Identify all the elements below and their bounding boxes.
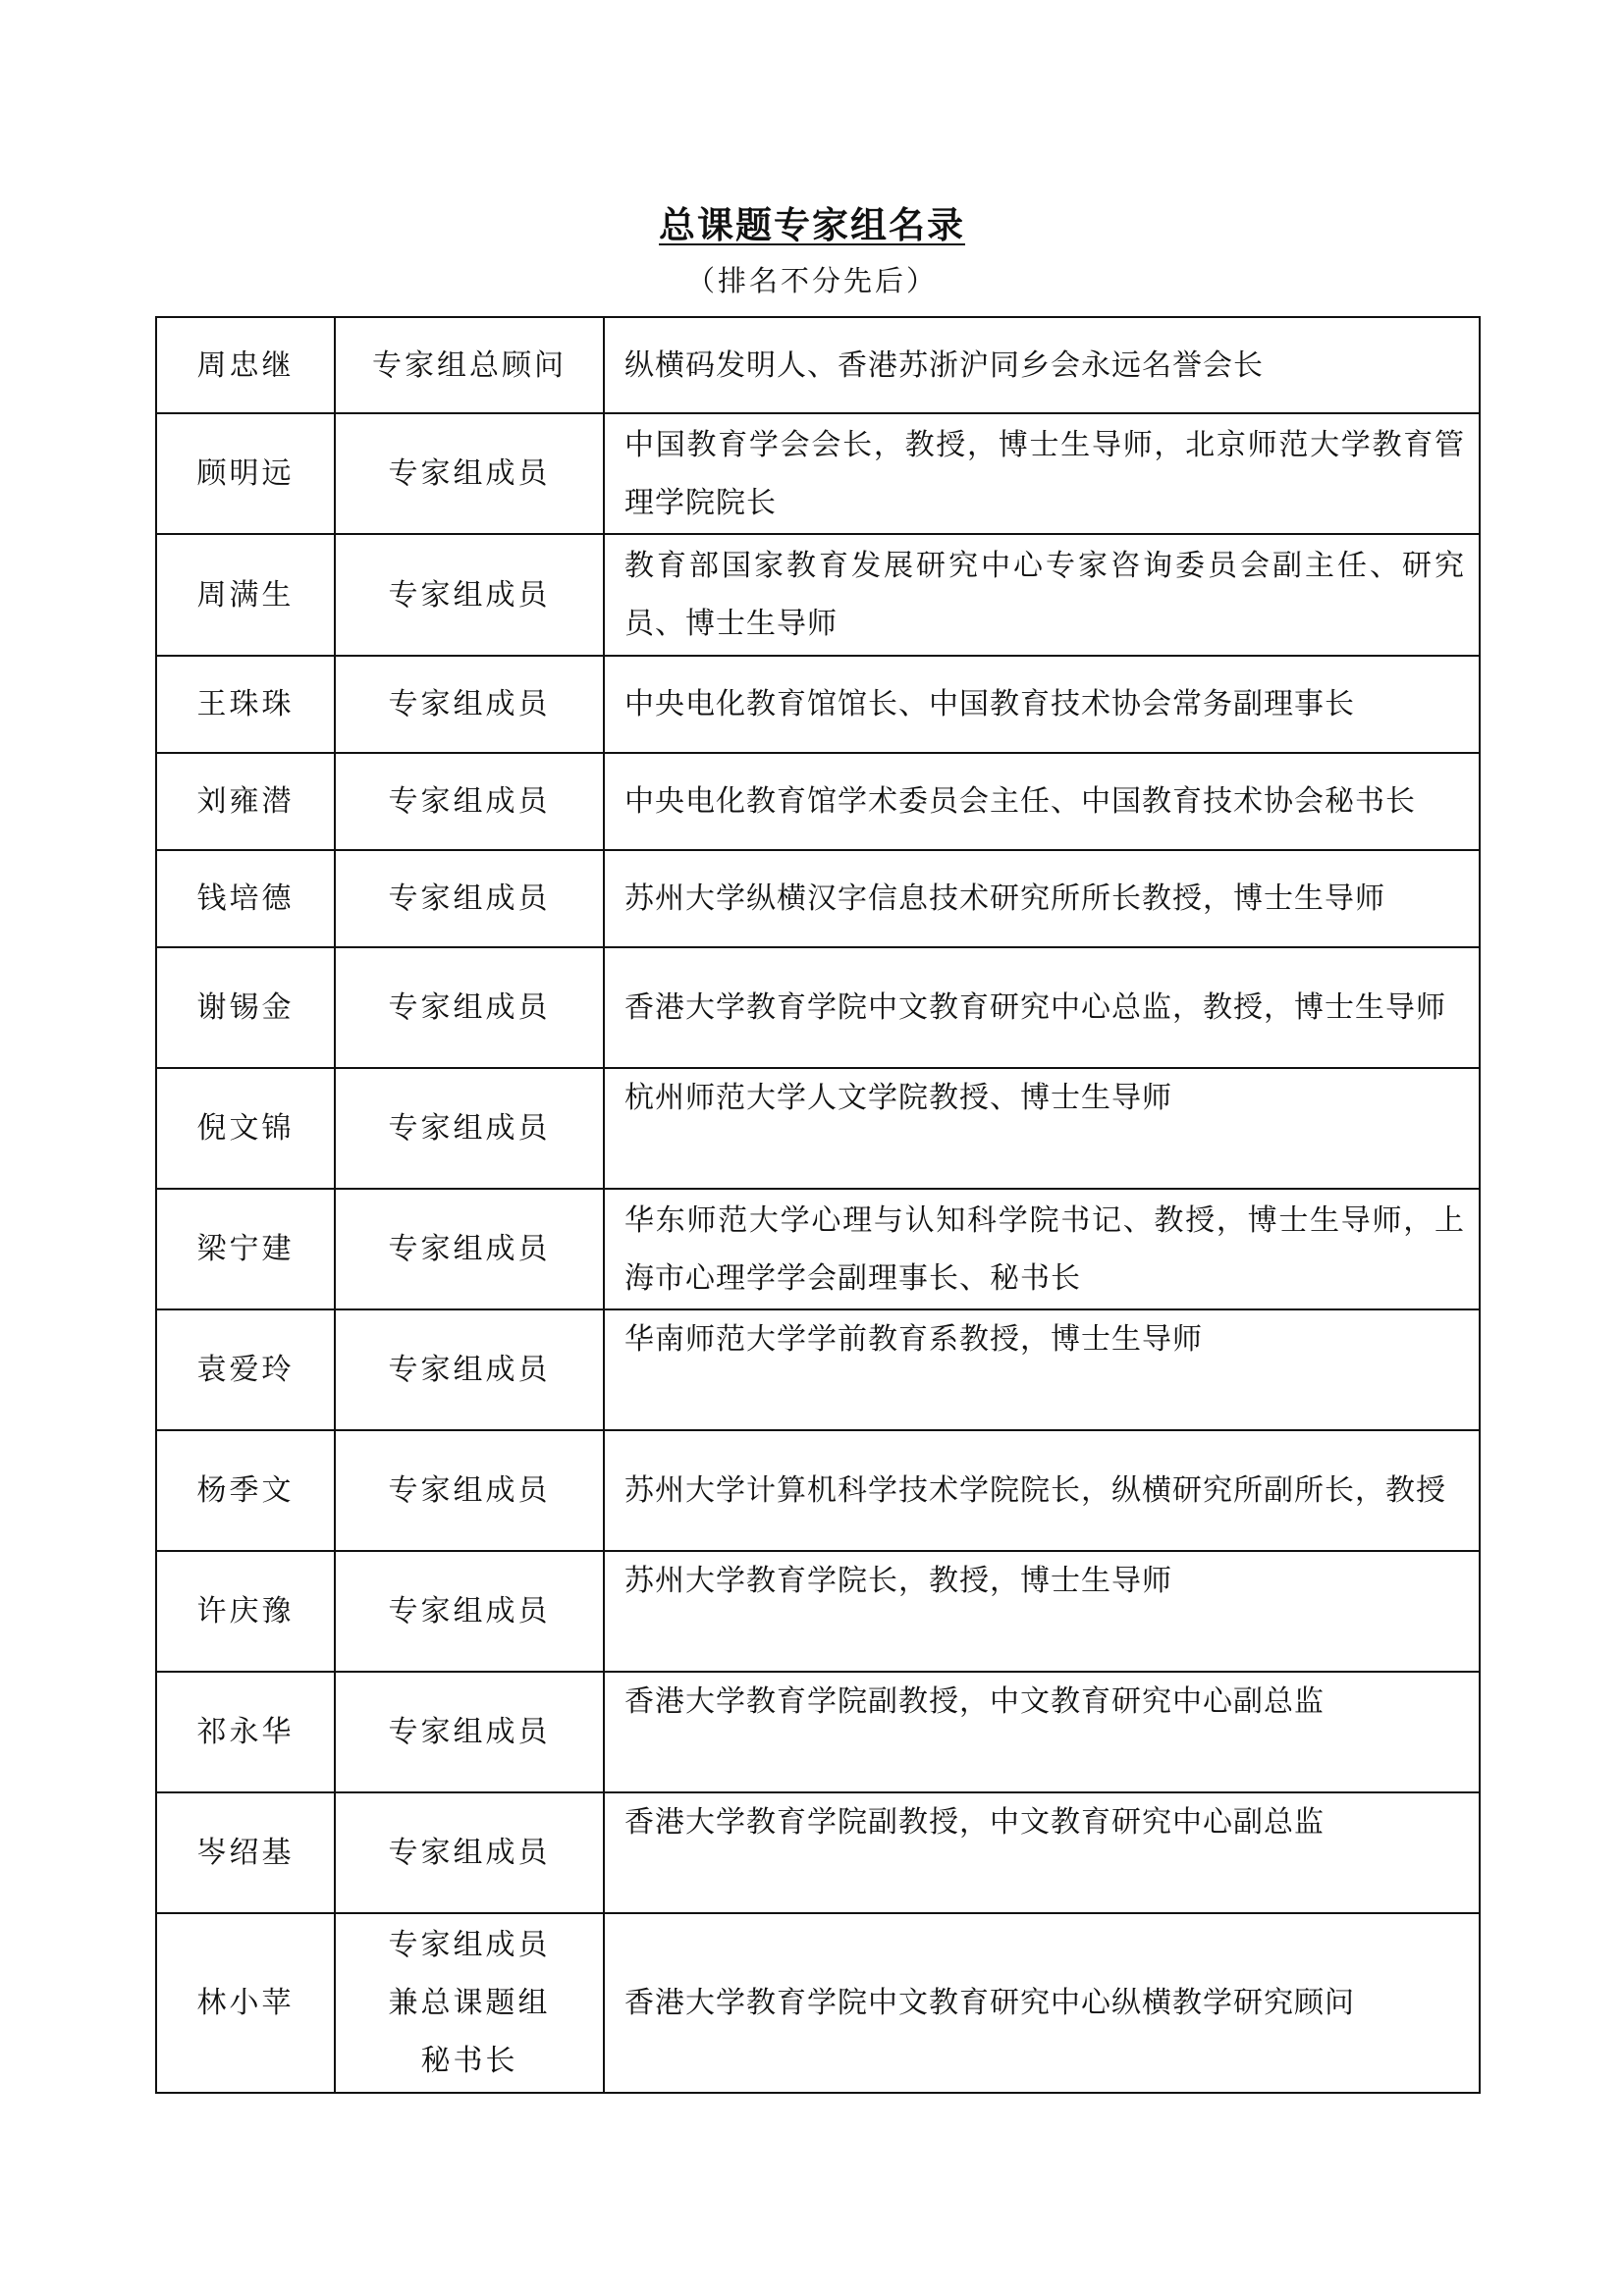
member-role-line: 专家组成员 <box>388 1232 551 1266</box>
member-name: 周忠继 <box>156 317 335 413</box>
member-description: 华东师范大学心理与认知科学院书记、教授，博士生导师，上海市心理学学会副理事长、秘书长 <box>604 1189 1480 1309</box>
member-description: 华南师范大学学前教育系教授，博士生导师 <box>604 1309 1480 1430</box>
member-name: 祁永华 <box>156 1672 335 1792</box>
table-row <box>156 534 1480 656</box>
member-role <box>335 317 604 413</box>
table-row <box>156 317 1480 413</box>
table-row <box>156 1551 1480 1672</box>
table-row <box>156 850 1480 947</box>
table-row <box>156 1068 1480 1189</box>
member-role-line: 秘书长 <box>420 2044 518 2078</box>
member-description: 苏州大学教育学院长，教授，博士生导师 <box>604 1551 1480 1672</box>
member-role-line: 专家组成员 <box>388 784 551 819</box>
member-role-line: 兼总课题组 <box>388 1986 551 2020</box>
member-role-line: 专家组成员 <box>388 1594 551 1629</box>
member-name: 袁爱玲 <box>156 1309 335 1430</box>
member-role-line: 专家组成员 <box>388 1715 551 1749</box>
member-name: 钱培德 <box>156 850 335 947</box>
page-subtitle: （排名不分先后） <box>685 264 938 297</box>
member-name: 杨季文 <box>156 1430 335 1551</box>
table-row <box>156 1189 1480 1309</box>
member-role <box>335 1551 604 1672</box>
expert-roster-table <box>155 316 1481 2094</box>
member-role <box>335 1430 604 1551</box>
member-role-line: 专家组总顾问 <box>372 347 567 383</box>
member-role <box>335 947 604 1068</box>
member-name: 许庆豫 <box>156 1551 335 1672</box>
member-description: 中国教育学会会长，教授，博士生导师，北京师范大学教育管理学院院长 <box>604 413 1480 534</box>
member-role <box>335 753 604 850</box>
member-role <box>335 850 604 947</box>
member-role-line: 专家组成员 <box>388 990 551 1025</box>
table-row <box>156 413 1480 534</box>
member-role <box>335 1309 604 1430</box>
member-role-line: 专家组成员 <box>388 1928 551 1962</box>
member-role-line: 专家组成员 <box>388 1111 551 1146</box>
table-row <box>156 656 1480 753</box>
member-name: 王珠珠 <box>156 656 335 753</box>
member-name: 顾明远 <box>156 413 335 534</box>
page-title-text: 总课题专家组名录 <box>659 203 965 246</box>
member-role-line: 专家组成员 <box>388 1353 551 1387</box>
member-description: 中央电化教育馆馆长、中国教育技术协会常务副理事长 <box>604 656 1480 753</box>
member-description: 香港大学教育学院中文教育研究中心纵横教学研究顾问 <box>604 1913 1480 2093</box>
member-name: 岑绍基 <box>156 1792 335 1913</box>
member-role <box>335 1189 604 1309</box>
member-role <box>335 1068 604 1189</box>
member-role <box>335 534 604 656</box>
member-role-line: 专家组成员 <box>388 687 551 721</box>
member-role-line: 专家组成员 <box>388 456 551 491</box>
member-name: 刘雍潜 <box>156 753 335 850</box>
table-row <box>156 947 1480 1068</box>
member-name: 谢锡金 <box>156 947 335 1068</box>
page-title <box>0 200 1624 249</box>
member-role-line: 专家组成员 <box>388 577 551 613</box>
member-role-line: 专家组成员 <box>388 1473 551 1508</box>
member-description: 香港大学教育学院副教授，中文教育研究中心副总监 <box>604 1792 1480 1913</box>
member-role <box>335 413 604 534</box>
member-role-line: 专家组成员 <box>388 881 551 916</box>
member-name: 倪文锦 <box>156 1068 335 1189</box>
member-name: 周满生 <box>156 534 335 656</box>
member-role <box>335 1913 604 2093</box>
table-row <box>156 1430 1480 1551</box>
member-role <box>335 1792 604 1913</box>
table-row <box>156 1672 1480 1792</box>
member-role-line: 专家组成员 <box>388 1836 551 1870</box>
member-description: 苏州大学纵横汉字信息技术研究所所长教授，博士生导师 <box>604 850 1480 947</box>
table-row <box>156 1913 1480 2093</box>
table-row <box>156 1792 1480 1913</box>
member-role <box>335 1672 604 1792</box>
member-name: 林小苹 <box>156 1913 335 2093</box>
member-role <box>335 656 604 753</box>
member-name: 梁宁建 <box>156 1189 335 1309</box>
member-description: 苏州大学计算机科学技术学院院长，纵横研究所副所长，教授 <box>604 1430 1480 1551</box>
member-description: 纵横码发明人、香港苏浙沪同乡会永远名誉会长 <box>604 317 1480 413</box>
member-description: 香港大学教育学院副教授，中文教育研究中心副总监 <box>604 1672 1480 1792</box>
member-description: 香港大学教育学院中文教育研究中心总监，教授，博士生导师 <box>604 947 1480 1068</box>
member-description: 中央电化教育馆学术委员会主任、中国教育技术协会秘书长 <box>604 753 1480 850</box>
table-row <box>156 1309 1480 1430</box>
table-row <box>156 753 1480 850</box>
member-description: 教育部国家教育发展研究中心专家咨询委员会副主任、研究员、博士生导师 <box>604 534 1480 656</box>
member-description: 杭州师范大学人文学院教授、博士生导师 <box>604 1068 1480 1189</box>
